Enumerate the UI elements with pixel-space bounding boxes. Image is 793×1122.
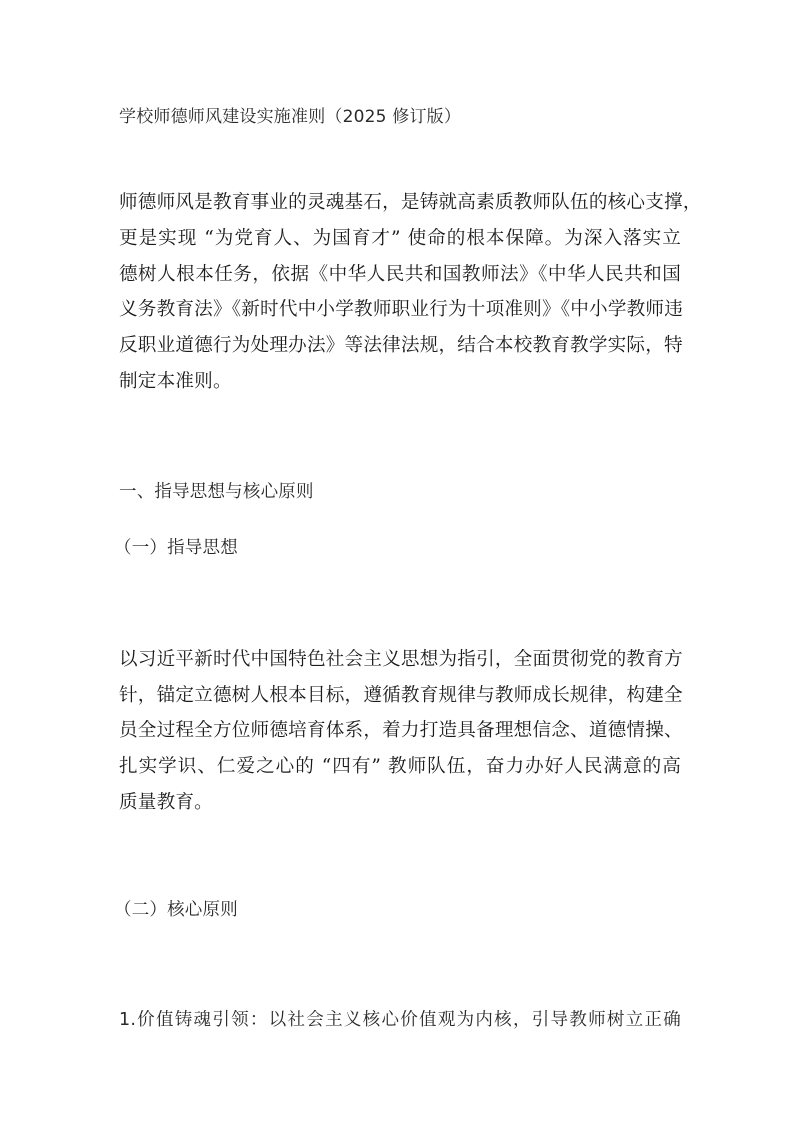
principle-item: 1.价值铸魂引领：以社会主义核心价值观为内核，引导教师树立正确 [119,1010,681,1030]
body-line: 质量教育。 [119,792,213,813]
body-line: 员全过程全方位师德培育体系，着力打造具备理想信念、道德情操、 [119,720,683,741]
intro-line: 反职业道德行为处理办法》等法律法规，结合本校教育教学实际，特 [119,335,683,356]
intro-line: 师德师风是教育事业的灵魂基石，是铸就高素质教师队伍的核心支撑， [119,192,702,213]
document-title: 学校师德师风建设实施准则（2025 修订版） [119,107,462,127]
intro-line: 德树人根本任务，依据《中华人民共和国教师法》《中华人民共和国 [119,264,681,285]
subsection-heading: （一）指导思想 [114,538,238,558]
section-heading: 一、指导思想与核心原则 [119,482,314,502]
body-line: 以习近平新时代中国特色社会主义思想为指引，全面贯彻党的教育方 [119,649,683,670]
intro-line: 义务教育法》《新时代中小学教师职业行为十项准则》《中小学教师违 [119,299,684,320]
intro-line: 更是实现 “为党育人、为国育才” 使命的根本保障。为深入落实立 [119,228,681,249]
subsection-heading: （二）核心原则 [114,900,238,920]
intro-line: 制定本准则。 [119,371,232,392]
body-line: 针，锚定立德树人根本目标，遵循教育规律与教师成长规律，构建全 [119,685,683,706]
body-line: 扎实学识、仁爱之心的 “四有” 教师队伍，奋力办好人民满意的高 [119,756,681,777]
